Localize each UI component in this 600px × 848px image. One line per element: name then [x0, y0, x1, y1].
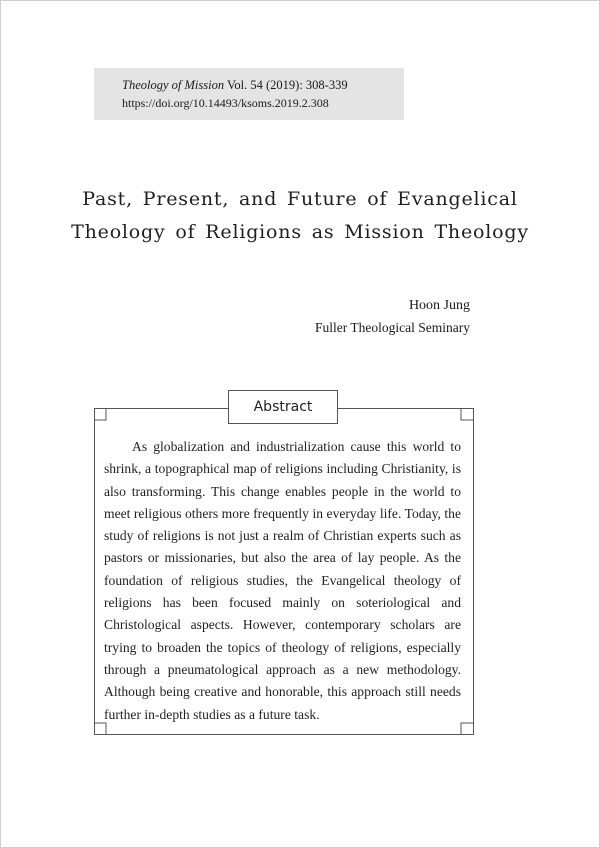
author-name: Hoon Jung [408, 298, 470, 313]
journal-info-box [94, 68, 404, 120]
paper-title-line-2: Theology of Religions as Mission Theology [71, 221, 529, 243]
corner-curl-bottom-right-icon [459, 721, 473, 735]
journal-citation-line [122, 78, 348, 93]
journal-doi[interactable]: https://doi.org/10.14493/ksoms.2019.2.308 [122, 96, 329, 110]
corner-curl-top-left-icon [94, 408, 108, 422]
abstract-body [104, 436, 461, 726]
abstract-frame-top-left [94, 408, 228, 409]
author-affiliation: Fuller Theological Seminary [315, 320, 470, 335]
abstract-paragraph: As globalization and industrialization cause this world to shrink, a topographical map of religions including Christianity, is also transforming. This change enables people in the world to meet religious others more frequently in everyday life. Today, the study of religions is not just a realm of Christian experts such as pastors or missionaries, but also the area of lay people. As the foundation of religious studies, the Evangelical theology of religions has been focused mainly on soteriological and Christological aspects. However, contemporary scholars are trying to broaden the topics of theology of religions, especially through a pneumatological approach as a new methodology. Although being creative and honorable, this approach still needs further in-depth studies as a future task. [104, 439, 461, 722]
abstract-frame-top-right [338, 408, 473, 409]
abstract-heading-box [228, 390, 338, 424]
paper-title-line-1: Past, Present, and Future of Evangelical [82, 188, 518, 210]
abstract-heading: Abstract [253, 399, 313, 415]
corner-curl-top-right-icon [459, 408, 473, 422]
journal-name: Theology of Mission [122, 78, 225, 92]
journal-volume: Vol. 54 (2019): 308-339 [227, 78, 348, 92]
